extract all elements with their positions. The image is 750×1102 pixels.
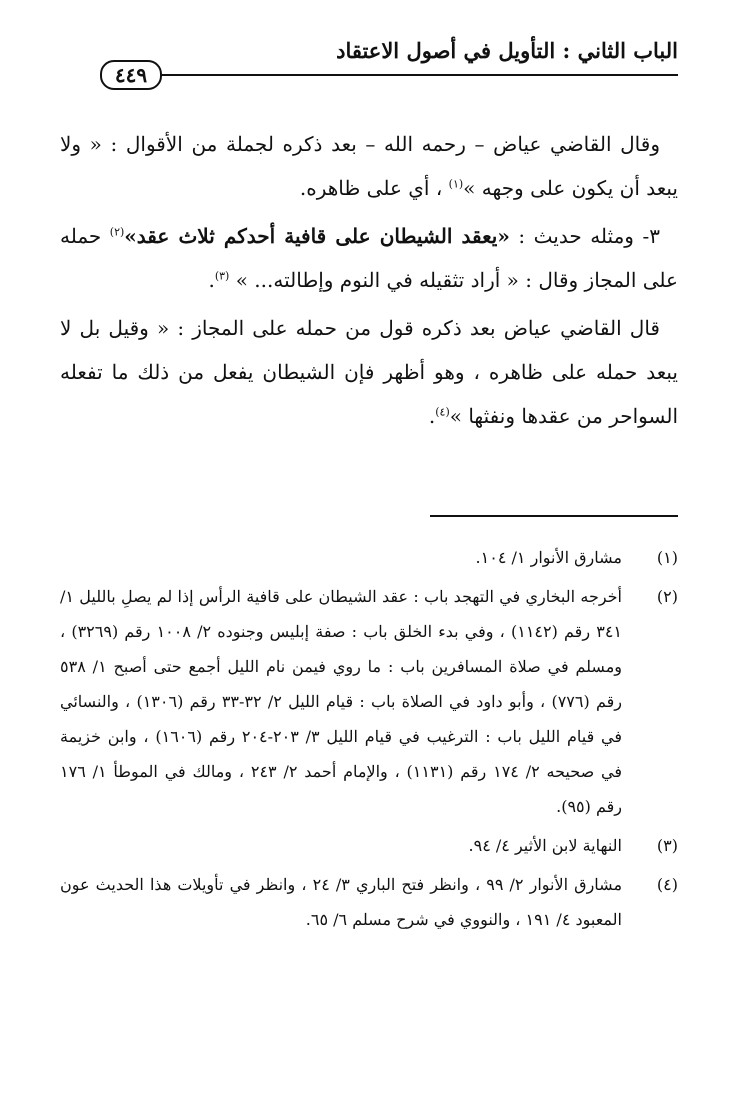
footnote-text: مشارق الأنوار ٢/ ٩٩ ، وانظر فتح الباري ٣/ ٢٤ ، وانظر في تأويلات هذا الحديث عون المعبود ٤/ ١٩١ ، والنووي في شرح مسلم ٦/ ٦٥. bbox=[60, 875, 623, 929]
footnotes bbox=[60, 540, 678, 941]
footnote-1 bbox=[60, 540, 678, 575]
main-text bbox=[60, 122, 678, 442]
footnote-4 bbox=[60, 867, 678, 937]
paragraph-2 bbox=[60, 214, 678, 302]
footnote-number: (٣) bbox=[656, 836, 678, 855]
footnote-text: مشارق الأنوار ١/ ١٠٤. bbox=[475, 548, 622, 567]
paragraph-1-tail: ، أي على ظاهره. bbox=[299, 176, 443, 200]
footnote-separator bbox=[430, 515, 678, 517]
paragraph-2-intro: ٣- ومثله حديث : bbox=[509, 224, 660, 248]
footnote-text: أخرجه البخاري في التهجد باب : عقد الشيطان على قافية الرأس إذا لم يصلِ بالليل ١/ ٣٤١ رقم (١١٤٢) ، وفي بدء الخلق باب : صفة إبليس وجنوده ٢/ ١٠٠٨ رقم (٣٢٦٩) ، ومسلم في صلاة المسافرين باب : ما روي فيمن نام الليل أجمع حتى أصبح ١/ ٥٣٨ رقم (٧٧٦) ، وأبو داود في الصلاة باب : قيام الليل ٢/ ٣٢-٣٣ رقم (١٣٠٦) ، والنسائي في قيام الليل باب : الترغيب في قيام الليل ٣/ ٢٠٣-٢٠٤ رقم (١٦٠٦) ، وابن خزيمة في صحيحه ٢/ ١٧٤ رقم (١١٣١) ، والإمام أحمد ٢/ ٢٤٣ ، ومالك في الموطأ ١/ ١٧٦ رقم (٩٥). bbox=[60, 587, 623, 816]
paragraph-1-text: وقال القاضي عياض – رحمه الله – بعد ذكره لجملة من الأقوال : « ولا يبعد أن يكون على وجهه » bbox=[60, 132, 678, 200]
footnote-ref-1: (١) bbox=[448, 177, 464, 191]
paragraph-2-text: حمله على المجاز وقال : « أراد تثقيله في النوم وإطالته... » bbox=[60, 224, 678, 292]
paragraph-2-end: . bbox=[208, 268, 215, 292]
footnote-number: (١) bbox=[656, 548, 678, 567]
paragraph-3-text: قال القاضي عياض بعد ذكره قول من حمله على المجاز : « وقيل بل لا يبعد حمله على ظاهره ، وهو أظهر فإن الشيطان يفعل من ذلك ما تفعله السواحر من عقدها ونفثها » bbox=[60, 316, 678, 428]
footnote-number: (٢) bbox=[656, 587, 678, 606]
header-rule bbox=[160, 74, 678, 76]
footnote-ref-3: (٣) bbox=[214, 269, 230, 283]
chapter-title: الباب الثاني : التأويل في أصول الاعتقاد bbox=[336, 38, 678, 63]
hadith-quote: «يعقد الشيطان على قافية أحدكم ثلاث عقد» bbox=[124, 224, 510, 248]
footnote-text: النهاية لابن الأثير ٤/ ٩٤. bbox=[468, 836, 622, 855]
paragraph-3-end: . bbox=[428, 404, 436, 428]
footnote-3 bbox=[60, 828, 678, 863]
page-header bbox=[100, 36, 678, 87]
footnote-ref-4: (٤) bbox=[435, 405, 450, 419]
footnote-2 bbox=[60, 579, 678, 824]
footnote-number: (٤) bbox=[656, 875, 678, 894]
paragraph-1 bbox=[60, 122, 678, 210]
footnote-ref-2: (٢) bbox=[109, 225, 125, 239]
paragraph-3 bbox=[60, 306, 678, 438]
page-number: ٤٤٩ bbox=[100, 60, 162, 90]
